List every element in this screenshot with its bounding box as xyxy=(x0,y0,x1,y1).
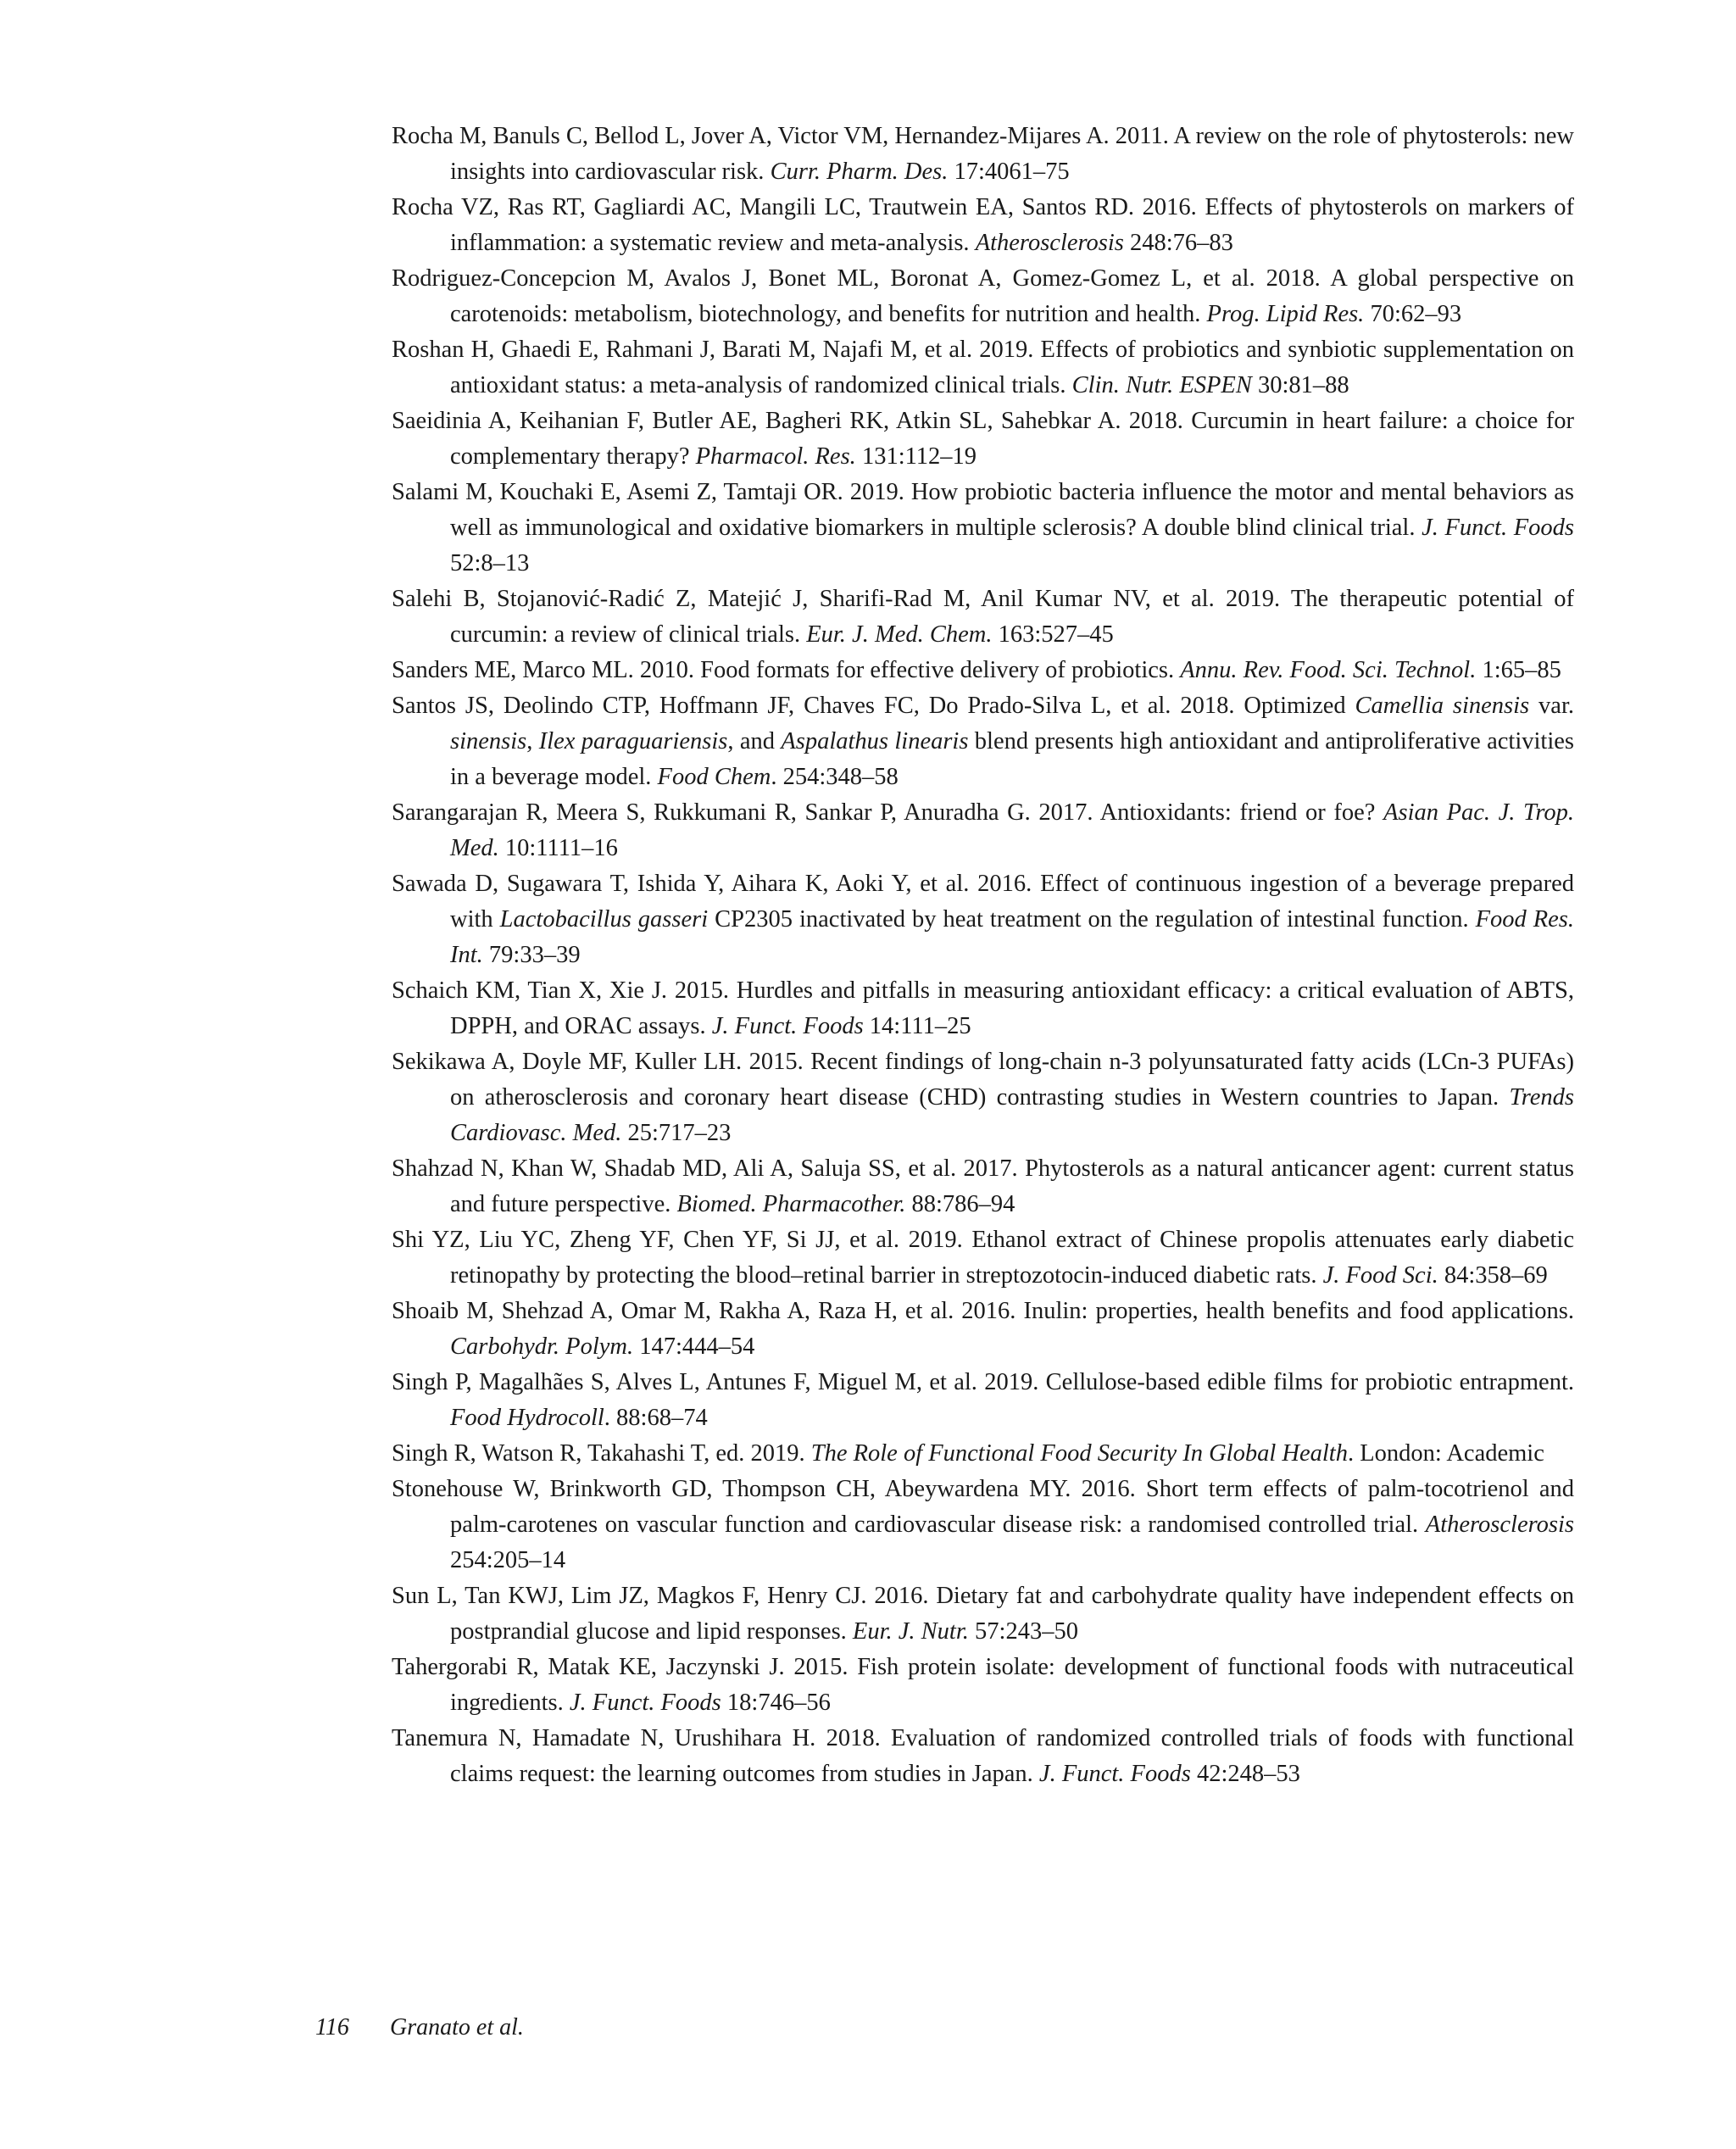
reference-text: 18:746–56 xyxy=(721,1690,831,1716)
reference-text: , and xyxy=(727,728,782,754)
reference-italic-text: J. Funct. Foods xyxy=(569,1690,721,1716)
reference-italic-text: Food Res. Int. xyxy=(450,906,1575,968)
reference-italic-text: Pharmacol. Res. xyxy=(695,443,856,470)
reference-entry xyxy=(392,582,1574,653)
reference-italic-text: Trends Cardiovasc. Med. xyxy=(450,1084,1574,1146)
reference-text: Sekikawa A, Doyle MF, Kuller LH. 2015. Recent findings of long-chain n-3 polyunsaturated fatty acids (LCn-3 PUFAs) on atherosclerosis and coronary heart disease (CHD) contrasting studies in Western countries to Japan. xyxy=(392,1049,1574,1111)
reference-entry xyxy=(392,1436,1574,1472)
reference-text: . 88:68–74 xyxy=(604,1405,708,1431)
reference-text: Singh P, Magalhães S, Alves L, Antunes F, Miguel M, et al. 2019. Cellulose-based edible films for probiotic entrapment. xyxy=(392,1369,1574,1395)
reference-text: Shi YZ, Liu YC, Zheng YF, Chen YF, Si JJ, et al. 2019. Ethanol extract of Chinese propolis attenuates early diabetic retinopathy by protecting the blood–retinal barrier in streptozotocin-induced diabetic rats. xyxy=(392,1227,1574,1289)
reference-text: 52:8–13 xyxy=(450,550,530,576)
reference-text: 79:33–39 xyxy=(482,942,581,968)
reference-text: Schaich KM, Tian X, Xie J. 2015. Hurdles and pitfalls in measuring antioxidant efficacy: a critical evaluation of ABTS, DPPH, and ORAC assays. xyxy=(392,977,1574,1039)
reference-entry xyxy=(392,1365,1574,1436)
reference-text: Salami M, Kouchaki E, Asemi Z, Tamtaji OR. 2019. How probiotic bacteria influence the motor and mental behaviors as well as immunological and oxidative biomarkers in multiple sclerosis? A double blind clinical trial. xyxy=(392,479,1574,541)
reference-entry xyxy=(392,332,1574,404)
reference-entry xyxy=(392,1044,1574,1151)
reference-text: 42:248–53 xyxy=(1190,1761,1300,1787)
reference-entry xyxy=(392,404,1574,475)
reference-italic-text: J. Funct. Foods xyxy=(1422,515,1574,541)
reference-text: 70:62–93 xyxy=(1364,301,1462,327)
reference-text: Shoaib M, Shehzad A, Omar M, Rakha A, Raza H, et al. 2016. Inulin: properties, health benefits and food applications. xyxy=(392,1298,1574,1324)
reference-entry xyxy=(392,190,1574,261)
reference-italic-text: J. Funct. Foods xyxy=(1038,1761,1191,1787)
reference-italic-text: Annu. Rev. Food. Sci. Technol. xyxy=(1180,657,1477,683)
reference-text: Salehi B, Stojanović-Radić Z, Matejić J, Sharifi-Rad M, Anil Kumar NV, et al. 2019. The therapeutic potential of curcumin: a review of clinical trials. xyxy=(392,586,1574,648)
reference-text: 30:81–88 xyxy=(1251,372,1349,398)
reference-text: Tahergorabi R, Matak KE, Jaczynski J. 2015. Fish protein isolate: development of functional foods with nutraceutical ingredients. xyxy=(392,1654,1574,1716)
reference-italic-text: J. Food Sci. xyxy=(1322,1262,1438,1289)
reference-text: var. xyxy=(1529,693,1574,719)
reference-italic-text: Asian Pac. J. Trop. Med. xyxy=(450,799,1574,861)
reference-italic-text: Food Hydrocoll xyxy=(450,1405,604,1431)
reference-entry xyxy=(392,795,1574,866)
reference-text: Roshan H, Ghaedi E, Rahmani J, Barati M, Najafi M, et al. 2019. Effects of probiotics and synbiotic supplementation on antioxidant status: a meta-analysis of randomized clinical trials. xyxy=(392,337,1574,398)
reference-text: , xyxy=(526,728,539,754)
reference-entry xyxy=(392,1222,1574,1294)
reference-text: Sun L, Tan KWJ, Lim JZ, Magkos F, Henry CJ. 2016. Dietary fat and carbohydrate quality have independent effects on postprandial glucose and lipid responses. xyxy=(392,1583,1574,1645)
reference-text: 10:1111–16 xyxy=(498,835,618,861)
reference-text: 57:243–50 xyxy=(968,1618,1078,1645)
reference-text: Tanemura N, Hamadate N, Urushihara H. 2018. Evaluation of randomized controlled trials of foods with functional claims request: the learning outcomes from studies in Japan. xyxy=(392,1725,1574,1787)
reference-text: 1:65–85 xyxy=(1476,657,1561,683)
reference-text: . London: Academic xyxy=(1347,1440,1544,1467)
reference-entry xyxy=(392,1151,1574,1222)
reference-text: 88:786–94 xyxy=(905,1191,1015,1217)
reference-text: 84:358–69 xyxy=(1438,1262,1548,1289)
running-author: Granato et al. xyxy=(390,2014,524,2040)
reference-text: Santos JS, Deolindo CTP, Hoffmann JF, Chaves FC, Do Prado-Silva L, et al. 2018. Optimized xyxy=(392,693,1355,719)
reference-entry xyxy=(392,261,1574,332)
reference-text: blend presents high antioxidant and antiproliferative activities in a beverage model. xyxy=(450,728,1575,790)
reference-text: 131:112–19 xyxy=(855,443,977,470)
reference-italic-text: Atherosclerosis xyxy=(975,230,1124,256)
reference-entry xyxy=(392,1650,1574,1721)
reference-text: 25:717–23 xyxy=(621,1120,732,1146)
reference-list xyxy=(392,119,1574,1792)
reference-text: Sarangarajan R, Meera S, Rukkumani R, Sankar P, Anuradha G. 2017. Antioxidants: friend or foe? xyxy=(392,799,1384,826)
reference-entry xyxy=(392,866,1574,973)
reference-italic-text: Camellia sinensis xyxy=(1355,693,1530,719)
reference-italic-text: Eur. J. Nutr. xyxy=(852,1618,969,1645)
reference-text: Rocha M, Banuls C, Bellod L, Jover A, Victor VM, Hernandez-Mijares A. 2011. A review on the role of phytosterols: new insights into cardiovascular risk. xyxy=(392,123,1574,185)
reference-italic-text: Aspalathus linearis xyxy=(781,728,969,754)
reference-entry xyxy=(392,1578,1574,1650)
reference-italic-text: sinensis xyxy=(450,728,527,754)
reference-entry xyxy=(392,1294,1574,1365)
reference-text: 147:444–54 xyxy=(633,1333,755,1360)
reference-text: Rodriguez-Concepcion M, Avalos J, Bonet ML, Boronat A, Gomez-Gomez L, et al. 2018. A global perspective on carotenoids: metabolism, biotechnology, and benefits for nutrition and health. xyxy=(392,265,1574,327)
reference-italic-text: Biomed. Pharmacother. xyxy=(676,1191,906,1217)
reference-entry xyxy=(392,973,1574,1044)
reference-text: . 254:348–58 xyxy=(771,764,899,790)
reference-text: 248:76–83 xyxy=(1123,230,1233,256)
reference-entry xyxy=(392,1721,1574,1792)
reference-italic-text: Ilex paraguariensis xyxy=(538,728,728,754)
reference-text: CP2305 inactivated by heat treatment on the regulation of intestinal function. xyxy=(708,906,1476,933)
page-footer xyxy=(315,2014,524,2041)
reference-italic-text: Atherosclerosis xyxy=(1425,1512,1574,1538)
reference-italic-text: Lactobacillus gasseri xyxy=(499,906,709,933)
reference-italic-text: J. Funct. Foods xyxy=(711,1013,864,1039)
reference-text: 14:111–25 xyxy=(863,1013,971,1039)
reference-text: Rocha VZ, Ras RT, Gagliardi AC, Mangili LC, Trautwein EA, Santos RD. 2016. Effects of phytosterols on markers of inflammation: a systematic review and meta-analysis. xyxy=(392,194,1574,256)
reference-entry xyxy=(392,119,1574,190)
reference-italic-text: Clin. Nutr. ESPEN xyxy=(1071,372,1252,398)
reference-entry xyxy=(392,475,1574,582)
page-number: 116 xyxy=(315,2014,349,2040)
reference-text: Stonehouse W, Brinkworth GD, Thompson CH, Abeywardena MY. 2016. Short term effects of palm-tocotrienol and palm-carotenes on vascular function and cardiovascular disease risk: a randomised controlled trial. xyxy=(392,1476,1574,1538)
reference-entry xyxy=(392,688,1574,795)
reference-italic-text: Curr. Pharm. Des. xyxy=(770,159,949,185)
reference-italic-text: Prog. Lipid Res. xyxy=(1206,301,1365,327)
reference-text: Sawada D, Sugawara T, Ishida Y, Aihara K, Aoki Y, et al. 2016. Effect of continuous ingestion of a beverage prepared with xyxy=(392,871,1574,933)
reference-text: 17:4061–75 xyxy=(948,159,1070,185)
reference-text: Sanders ME, Marco ML. 2010. Food formats for effective delivery of probiotics. xyxy=(392,657,1181,683)
reference-italic-text: The Role of Functional Food Security In Global Health xyxy=(810,1440,1348,1467)
reference-text: Saeidinia A, Keihanian F, Butler AE, Bagheri RK, Atkin SL, Sahebkar A. 2018. Curcumin in heart failure: a choice for complementary therapy? xyxy=(392,408,1574,470)
reference-italic-text: Eur. J. Med. Chem. xyxy=(806,621,993,648)
reference-entry xyxy=(392,653,1574,688)
reference-text: 163:527–45 xyxy=(992,621,1114,648)
reference-text: Shahzad N, Khan W, Shadab MD, Ali A, Saluja SS, et al. 2017. Phytosterols as a natural anticancer agent: current status and future perspective. xyxy=(392,1155,1574,1217)
reference-text: Singh R, Watson R, Takahashi T, ed. 2019. xyxy=(392,1440,811,1467)
reference-text: 254:205–14 xyxy=(450,1547,566,1573)
reference-italic-text: Food Chem xyxy=(657,764,771,790)
reference-entry xyxy=(392,1472,1574,1578)
reference-italic-text: Carbohydr. Polym. xyxy=(450,1333,634,1360)
